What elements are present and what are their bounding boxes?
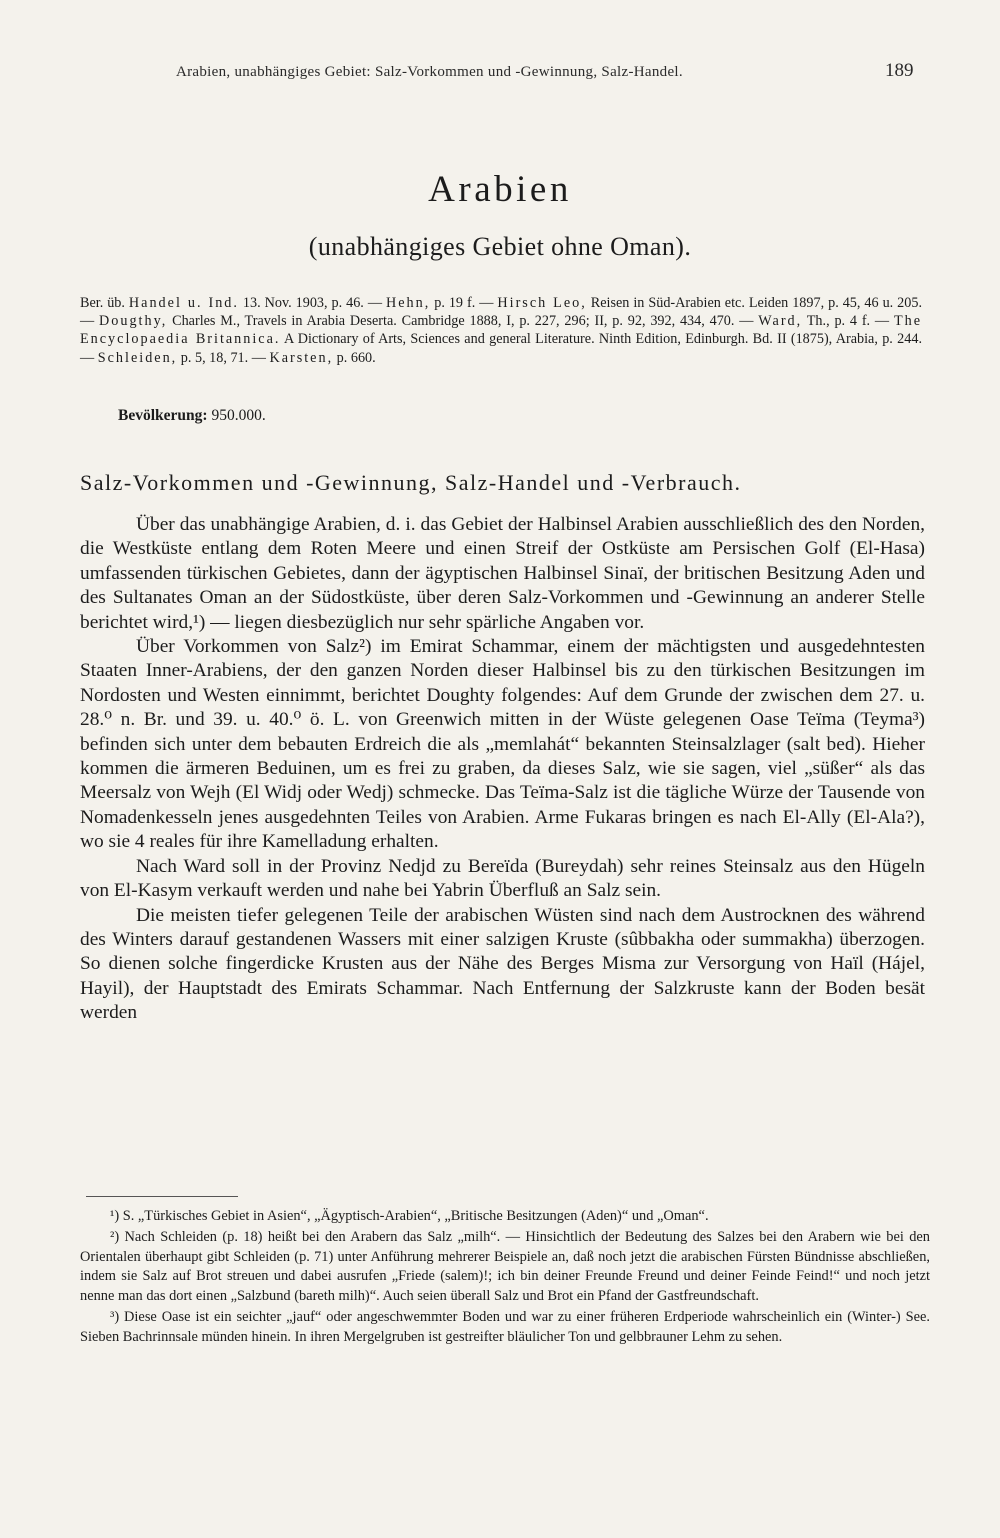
population-line — [118, 407, 266, 425]
body-text — [80, 513, 925, 1026]
footnote: ³) Diese Oase ist ein seichter „jauf“ oder angeschwemmter Boden und war zu einer früheren Erdperiode wahrscheinlich ein (Winter-) See. Sieben Bachrinnsale münden hinein. In ihren Mergelgruben ist gestreifter bläulicher Ton und gelbbrauner Lehm zu sehen. — [80, 1308, 930, 1345]
running-head: Arabien, unabhängiges Gebiet: Salz-Vorkommen und -Gewinnung, Salz-Handel. — [176, 64, 683, 80]
ref-segment: A Dictionary of Arts, Sciences and general Literature. Ninth Edition, Edinburgh. Bd. II (1875), Arabia, p. 244. — — [80, 331, 922, 366]
footnotes — [80, 1207, 930, 1349]
ref-author: Dougthy, — [99, 313, 168, 330]
ref-author: Hirsch Leo, — [497, 295, 587, 311]
ref-segment: Th., p. 4 f. — — [802, 313, 894, 330]
ref-segment: p. 19 f. — — [430, 295, 498, 311]
footnote: ²) Nach Schleiden (p. 18) heißt bei den Arabern das Salz „milh“. — Hinsichtlich der Bedeutung des Salzes bei den Arabern wie bei den Orientalen überhaupt gibt Schleiden (p. 71) unter Anführung mehrerer Beispiele an, daß noch jetzt die arabischen Fürsten Bündnisse abschließen, indem sie Salz auf Brot streuen und dabei ausrufen „Friede (salem)!; ich bin deiner Freunde Freund und deiner Feinde Feind!“ und noch jetzt nenne man das dort einen „Salzbund (bareth milh)“. Auch seien überall Salz und Brot ein Pfand der Gastfreundschaft. — [80, 1228, 930, 1305]
ref-segment: Handel u. Ind. — [128, 295, 239, 311]
ref-segment: Ber. üb. — [80, 295, 129, 311]
footnote-divider — [86, 1196, 238, 1197]
ref-author: The Encyclopaedia Britannica. — [80, 313, 922, 348]
page-number: 189 — [885, 60, 914, 81]
chapter-title: Arabien — [428, 169, 572, 210]
population-label: Bevölkerung: — [118, 407, 208, 424]
paragraph: Die meisten tiefer gelegenen Teile der arabischen Wüsten sind nach dem Austrocknen des während des Winters darauf gestandenen Wassers mit einer salzigen Kruste (sûbbakha oder summakha) überzogen. So dienen solche fingerdicke Krusten aus der Nähe des Berges Misma zur Versorgung von Haïl (Hájel, Hayil), der Hauptstadt des Emirats Schammar. Nach Entfernung der Salzkruste kann der Boden besät werden — [80, 904, 925, 1024]
section-heading: Salz-Vorkommen und -Gewinnung, Salz-Handel und -Verbrauch. — [80, 470, 742, 495]
ref-author: Karsten, — [269, 349, 334, 366]
paragraph: Über Vorkommen von Salz²) im Emirat Schammar, einem der mächtigsten und ausgedehntesten Staaten Inner-Arabiens, der den ganzen Norden dieser Halbinsel bis zu den türkischen Besitzungen im Nordosten und Westen einnimmt, berichtet Doughty folgendes: Auf dem Grunde der zwischen dem 27. u. 28.⁰ n. Br. und 39. u. 40.⁰ ö. L. von Greenwich mitten in der Wüste gelegenen Oase Teïma (Teyma³) befinden sich unter dem bebauten Erdreich die als „memlahát“ bekannten Steinsalzlager (salt bed). Hieher kommen die ärmeren Beduinen, um es frei zu graben, da dieses Salz, wie sie sagen, viel „süßer“ als das Meersalz von Wejh (El Widj oder Wedj) schmecke. Das Teïma-Salz ist die tägliche Würze der Tausende von Nomadenkesseln jenes ausgedehnten Teiles von Arabien. Arme Fukaras bringen es nach El-Ally (El-Ala?), wo sie 4 reales für ihre Kamelladung erhalten. — [80, 636, 925, 853]
ref-author: Schleiden, — [97, 349, 178, 366]
ref-segment: p. 660. — [333, 349, 376, 366]
ref-author: Hehn, — [385, 295, 431, 311]
bibliography-references — [80, 294, 922, 367]
chapter-subtitle: (unabhängiges Gebiet ohne Oman). — [308, 232, 692, 261]
ref-author: Ward, — [758, 313, 803, 330]
paragraph: Über das unabhängige Arabien, d. i. das Gebiet der Halbinsel Arabien ausschließlich des den Norden, die Westküste entlang dem Roten Meere und einen Streif der Ostküste am Persischen Golf (El-Hasa) umfassenden türkischen Gebietes, dann der ägyptischen Halbinsel Sinaï, der britischen Besitzung Aden und des Sultanates Oman an der Südostküste, über deren Salz-Vorkommen und -Gewinnung an anderer Stelle berichtet wird,¹) — liegen diesbezüglich nur sehr spärliche Angaben vor. — [80, 514, 925, 633]
ref-segment: 13. Nov. 1903, p. 46. — — [238, 295, 386, 311]
population-value: 950.000. — [207, 407, 266, 424]
ref-segment: Reisen in Süd-Arabien etc. Leiden 1897, p. 45, 46 u. 205. — — [80, 295, 922, 330]
ref-segment: Charles M., Travels in Arabia Deserta. Cambridge 1888, I, p. 227, 296; II, p. 92, 392, 434, 470. — — [167, 313, 759, 330]
footnote: ¹) S. „Türkisches Gebiet in Asien“, „Ägyptisch-Arabien“, „Britische Besitzungen (Aden)“ und „Oman“. — [110, 1208, 709, 1224]
ref-segment: p. 5, 18, 71. — — [177, 349, 270, 366]
paragraph: Nach Ward soll in der Provinz Nedjd zu Bereïda (Bureydah) sehr reines Steinsalz aus den Hügeln von El-Kasym verkauft werden und nahe bei Yabrin Überfluß an Salz sein. — [80, 855, 925, 902]
